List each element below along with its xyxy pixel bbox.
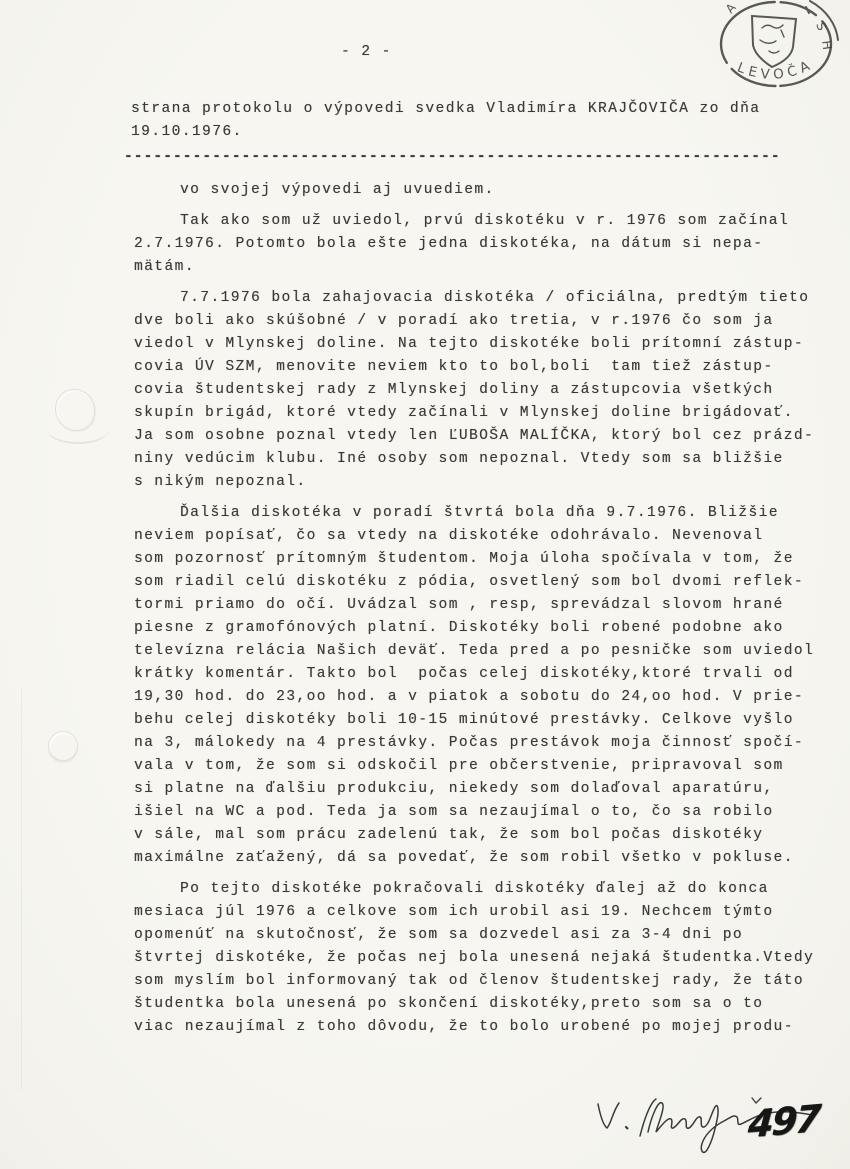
text-line: išiel na WC a pod. Teda ja som sa nezaujímal o to, čo sa robilo [134,804,774,820]
paragraph [134,179,826,202]
header-line-1: strana protokolu o výpovedi svedka Vladimíra KRAJČOVIČA zo dňa [131,101,761,117]
text-line: 2.7.1976. Potomto bola ešte jedna diskotéka, na dátum si nepa- [134,236,764,252]
stamp-ring-letter: H [819,39,836,51]
text-line: vala v tom, že som si odskočil pre občerstvenie, pripravoval som [134,758,784,774]
stamp-town-label: LEVOČA [734,56,817,83]
text-line: viedol v Mlynskej doline. Na tejto diskotéke boli prítomní zástup- [134,336,804,352]
text-line: som pozornosť prítomným študentom. Moja úloha spočívala v tom, že [134,551,794,567]
text-line: televízna relácia Našich deväť. Teda pred a po pesničke som uviedol [134,643,815,659]
text-line: covia ÚV SZM, menovite neviem kto to bol,boli tam tiež zástup- [134,359,774,375]
stamp-emblem-detail [760,25,784,53]
stamp-ring-letter: A [722,0,739,17]
paragraph [134,287,826,494]
stamp-ring-letter: S [813,19,830,33]
emboss-mark [47,414,109,444]
text-line: Po tejto diskotéke pokračovali diskotéky ďalej až do konca [180,881,769,897]
text-line: som riadil celú diskotéku z pódia, osvetlený som bol dvomi reflek- [134,574,804,590]
text-line: behu celej diskotéky boli 10-15 minútové prestávky. Celkove vyšlo [134,712,794,728]
text-line: krátky komentár. Takto bol počas celej diskotéky,ktoré trvali od [134,666,794,682]
text-line: mätám. [134,259,195,275]
typewritten-body [134,179,826,1039]
paragraph [134,878,826,1039]
text-line: vo svojej výpovedi aj uvuediem. [180,182,495,198]
page-number: - 2 - [341,44,392,60]
text-line: si platne na ďalšiu produkciu, niekedy som dolaďoval aparatúru, [134,781,774,797]
text-line: mesiaca júl 1976 a celkove som ich urobil asi 19. Nechcem týmto [134,904,774,920]
divider-line: ------------------------------------------------------------------- [124,149,781,165]
emboss-mark [48,731,78,761]
stamp-apostrophe-mark [806,7,809,13]
paragraph [134,502,826,870]
text-line: opomenúť na skutočnosť, že som sa dozvedel asi za 3-4 dni po [134,927,744,943]
text-line: viac nezaujímal z toho dôvodu, že to bolo urobené po mojej produ- [134,1019,794,1035]
text-line: dve boli ako skúšobné / v poradí ako tretia, v r.1976 čo som ja [134,313,774,329]
text-line: štvrtej diskotéke, že počas nej bola unesená nejaká študentka.Vtedy [134,950,815,966]
text-line: Ďalšia diskotéka v poradí štvrtá bola dňa 9.7.1976. Bližšie [180,505,779,521]
text-line: niny vedúcim klubu. Iné osoby som nepoznal. Vtedy som sa bližšie [134,451,784,467]
text-line: študentka bola unesená po skončení diskotéky,preto som sa o to [134,996,764,1012]
text-line: Tak ako som už uviedol, prvú diskotéku v r. 1976 som začínal [180,213,790,229]
text-line: s nikým nepoznal. [134,474,307,490]
text-line: tormi priamo do očí. Uvádzal som , resp, sprevádzal slovom hrané [134,597,784,613]
text-line: covia študentskej rady z Mlynskej doliny a zástupcovia všetkých [134,382,774,398]
fold-line [21,688,22,1090]
text-line: som myslím bol informovaný tak od členov študentskej rady, že táto [134,973,804,989]
page-mark-number: 497 [746,1096,821,1147]
text-line: maximálne zaťažený, dá sa povedať, že som robil všetko v pokluse. [134,850,794,866]
text-line: na 3, málokedy na 4 prestávky. Počas prestávok moja činnosť spočí- [134,735,804,751]
text-line: piesne z gramofónových platní. Diskotéky boli robené podobne ako [134,620,784,636]
text-line: 19,30 hod. do 23,oo hod. a v piatok a sobotu do 24,oo hod. V prie- [134,689,804,705]
official-stamp [680,0,850,115]
header-line-2: 19.10.1976. [131,124,243,140]
text-line: skupín brigád, ktoré vtedy začínali v Mlynskej doline brigádovať. [134,405,794,421]
text-line: v sále, mal som prácu zadelenú tak, že som bol počas diskotéky [134,827,764,843]
text-line: Ja som osobne poznal vtedy len ĽUBOŠA MALÍČKA, ktorý bol cez prázd- [134,428,815,444]
text-line: neviem popísať, čo sa vtedy na diskotéke odohrávalo. Nevenoval [134,528,764,544]
paragraph [134,210,826,279]
signature-period [626,1127,627,1128]
signature-initial-v [598,1103,619,1128]
text-line: 7.7.1976 bola zahajovacia diskotéka / oficiálna, predtým tieto [180,290,810,306]
